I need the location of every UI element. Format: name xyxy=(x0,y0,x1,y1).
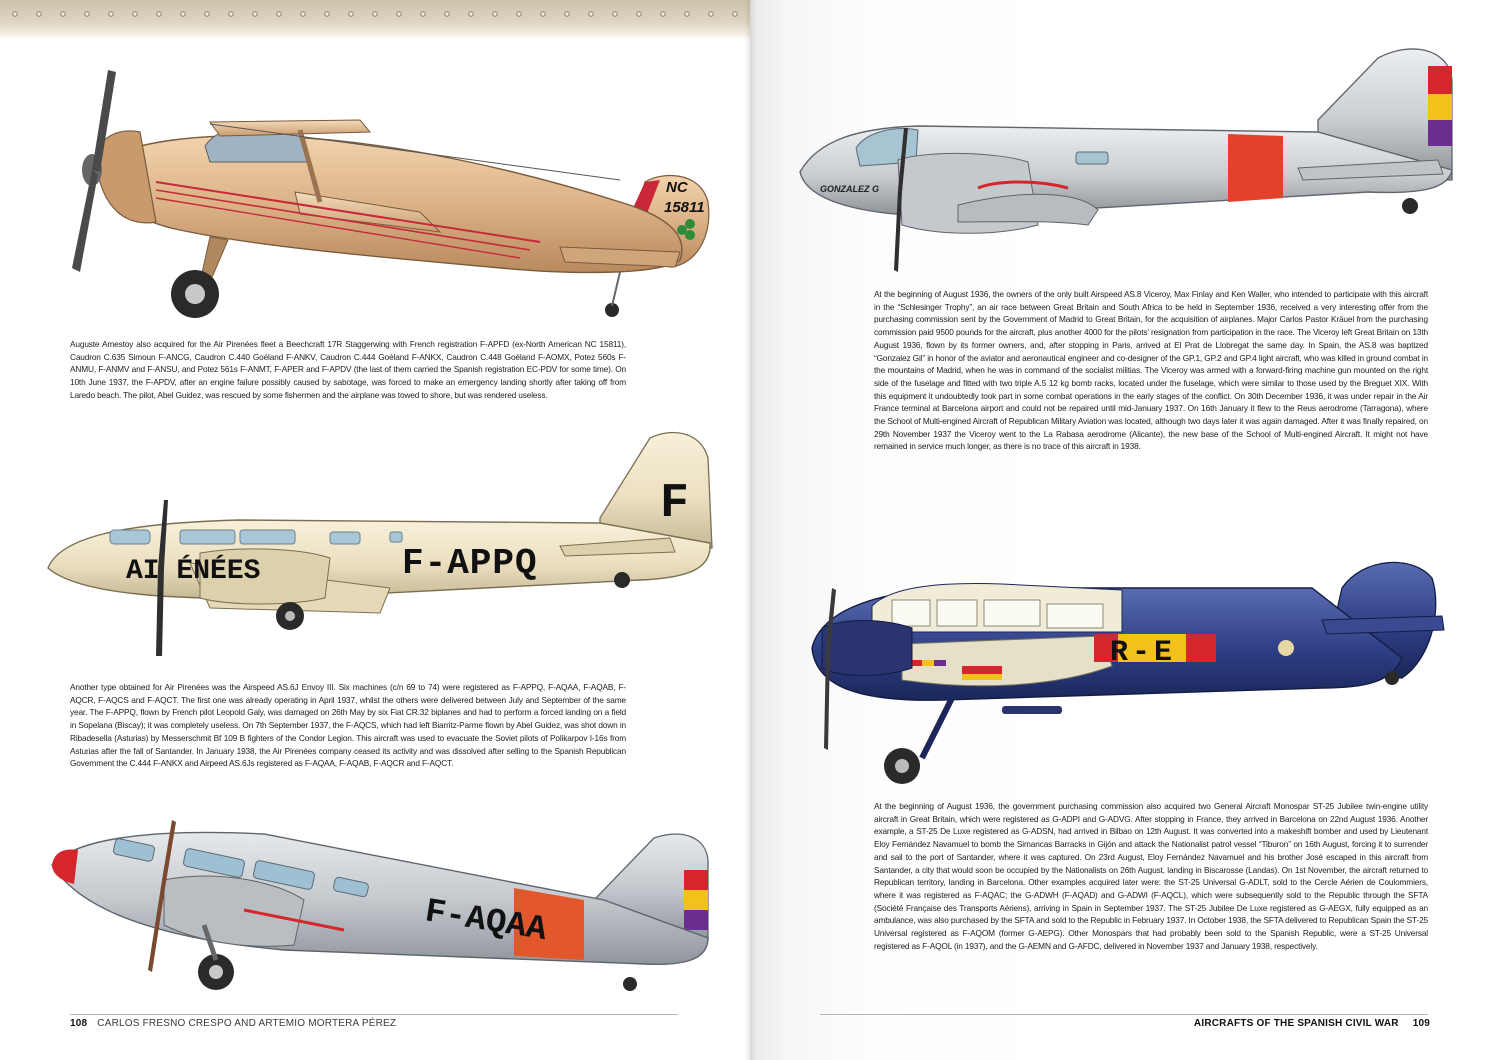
envoy1-registration: F-APPQ xyxy=(402,543,538,584)
staggerwing-reg-top: NC xyxy=(666,179,688,196)
monospar-st25-illustration xyxy=(802,548,1452,788)
right-page xyxy=(750,0,1500,1060)
monospar-code: R-E xyxy=(1110,636,1177,670)
airspeed-envoy-f-aqaa-illustration xyxy=(44,820,720,998)
envoy2-registration: F-AQAA xyxy=(422,893,550,951)
page-number-right: 109 xyxy=(1412,1018,1430,1029)
viceroy-nose-name: GONZALEZ G xyxy=(820,184,879,194)
right-footer-rule xyxy=(820,1014,1428,1015)
airspeed-viceroy-illustration xyxy=(798,40,1458,276)
caption-staggerwing: Auguste Amestoy also acquired for the Air Pirenées fleet a Beechcraft 17R Staggerwing with French registration F-APFD (ex-North American NC 15811), Caudron C.635 Simoun F-ANCG, Caudron C.440 Goéland F-ANKV, Caudron C.444 Goéland F-ANKX, Caudron C.448 Goéland F-AOMX, Potez 560s F-ANMU, F-ANMV and F-ANSU, and Potez 561s F-ANMT, F-APER and F-APDV (the last of them carried the Spanish registration EC-PDV for some time). On 10th June 1937, the F-APDV, after an engine failure possibly caused by sabotage, was forced to make an emergency landing shortly after taking off from Laredo beach. The pilot, Abel Guidez, was rescued by some fishermen and the airplane was towed to shore, but was rendered useless. xyxy=(70,339,626,400)
beechcraft-staggerwing-illustration xyxy=(60,62,720,324)
right-footer xyxy=(1194,1018,1430,1029)
riveted-panel-header xyxy=(0,0,750,40)
staggerwing-reg-bottom: 15811 xyxy=(664,199,705,216)
page-number-left: 108 xyxy=(70,1018,88,1029)
running-footer-right: AIRCRAFTS OF THE SPANISH CIVIL WAR xyxy=(1193,1018,1399,1029)
envoy1-fin-letter: F xyxy=(660,477,689,531)
left-footer xyxy=(70,1018,396,1029)
caption-envoy: Another type obtained for Air Pirenées was the Airspeed AS.6J Envoy III. Six machines (c/n 69 to 74) were registered as F-APPQ, F-AQAA, F-AQAB, F-AQCR, F-AQCS and F-AQCT. The first one was already operating in April 1937, whilst the others were delivered between July and September of the same year. The F-APPQ, flown by French pilot Leopold Galy, was damaged on 26th May by six Fiat CR.32 biplanes and had to perform a forced landing on a field in Sopelana (Biscay); it was completely useless. On 7th September 1937, the F-AQCS, which had left Biarritz-Parme flown by Abel Guidez, was shot down in Ribadesella (Asturias) by Messerschmit Bf 109 B fighters of the Condor Legion. This aircraft was used to evacuate the Soviet pilots of Polikarpov I-16s from Asturias after the fall of Santander. In January 1938, the Air Pirenées company ceased its activity and was dissolved after selling to the Spanish Republican Government the C.444 F-ANKX and Airpeed AS.6Js registered as F-AQAA, F-AQAB, F-AQCR and F-AQCT. xyxy=(70,682,626,769)
left-footer-rule xyxy=(70,1014,678,1015)
airspeed-envoy-f-appq-illustration xyxy=(40,428,720,660)
running-footer-left: CARLOS FRESNO CRESPO AND ARTEMIO MORTERA PÉREZ xyxy=(97,1018,397,1029)
caption-monospar: At the beginning of August 1936, the government purchasing commission also acquired two General Aircraft Monospar ST-25 Jubilee twin-engine utility aircraft in Great Britain, which were registered as G-ADPI and G-ADVG. After stopping in France, they arrived in Barcelona on 22nd August 1936. Another example, a ST-25 De Luxe registered as G-ADSN, had arrived in Bilbao on 12th August. It was converted into a makeshift bomber and used by Lieutenant Eloy Fernández Navamuel to bomb the Simancas Barracks in Gijón and attack the Nationalist patrol vessel “Tiburon” on 16th August, forcing it to surrender and sail to the port of Santander, where it was captured. On 23rd August, Eloy Fernández Navamuel and his brother José escaped in this aircraft from Santander, a city that would soon be occupied by the Nationalists on 26th August, landing in Biscarosse (Landas). On 1st November, the aircraft returned to Republican territory, landing in Barcelona. Other examples acquired later were: the ST-25 Universal G-ADLT, sold to the Cercle Aérien de Coulommiers, where it was registered as F-AQAC; the G-ADWH (F-AQAD) and G-ADWI (F-AQCL), which were subsequently sold to the Republic through the SFTA (Société Française des Transports Aériens), arriving in Spain in September 1937. The ST-25 Jubilee De Luxe registered as G-AEGX, fully equipped as an ambulance, was also purchased by the SFTA and sold to the Republic in February 1937. In October 1938, the SFTA delivered to Republican Spain the ST-25 Universal registered as F-AQOM (former G-AEPG). Other Monospars that had probably been sold to the Spanish Republic, were a ST-25 Universal registered as F-AQOL (in 1937), and the G-AEMN and G-AFDC, delivered in November 1937 and January 1938, respectively. xyxy=(874,801,1428,951)
envoy1-airline-name: AI ÉNÉES xyxy=(126,556,261,587)
caption-viceroy: At the beginning of August 1936, the owners of the only built Airspeed AS.8 Viceroy, Max Finlay and Ken Waller, who intended to participate with this aircraft in the “Schlesinger Trophy”, an air race between Great Britain and South Africa to be held in September 1936, received a very interesting offer from the purchasing commission sent by the Government of Madrid to Great Britain, for the acquisition of airplanes. Major Carlos Pastor Kräuel from the purchasing commission paid 9500 pounds for the aircraft, plus another 4000 for the pilots’ resignation from participation in the race. The Viceroy left Great Britain on 13th August 1936, flown by its former owners, and, after stopping in Paris, arrived at El Prat de Llobregat the same day. In Spain, the AS.8 was baptized “Gonzalez Gil” in honor of the aviator and aeronautical engineer and co-designer of the GP.1, GP.2 and GP.4 light aircraft, who was killed in ground combat in the mountains of Madrid, when he was in command of the socialist militias. The Viceroy was armed with a forward-firing machine gun mounted on the right side of the fuselage and fitted with two triple A.5 12 kg bomb racks, located under the fuselage, which were similar to those used by the Breguet XIX. With this equipment it undoubtedly took part in some combat operations in the early stages of the conflict. On 30th December 1936, it was under repair in the Air France terminal at Barcelona airport and could not be repaired until mid-January 1937. On 16th January it flew to the Reus aerodrome (Tarragona), where the School of Multi-engined Aircraft of Republican Military Aviation was located, although two days later it was again damaged. After it was finally repaired, on 29th November 1937 the Viceroy went to the La Rabasa aerodrome (Alicante), the new base of the School of Multi-engined Aircraft. It might not have remained in service much longer, as there is no trace of this aircraft in 1938. xyxy=(874,289,1428,452)
book-gutter xyxy=(744,0,756,1060)
